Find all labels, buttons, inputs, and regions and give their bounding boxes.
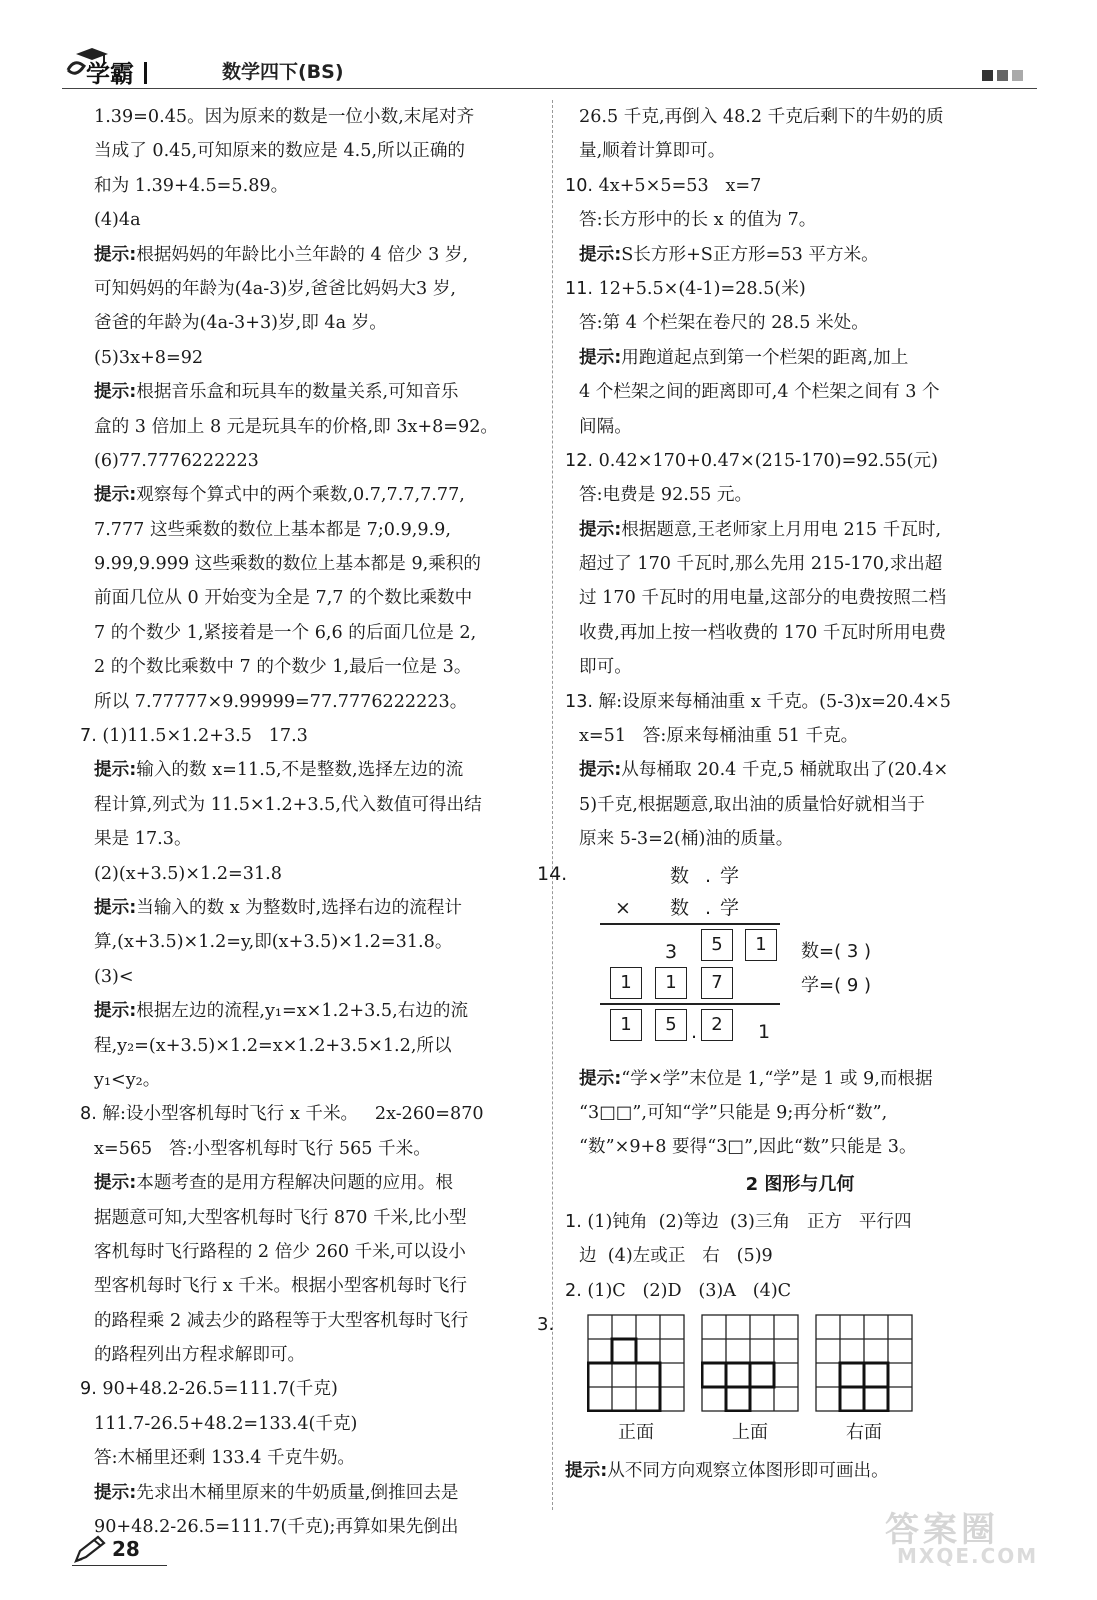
line-text: 前面几位从 0 开始变为全是 7,7 的个数比乘数中 (94, 588, 473, 609)
pencil-icon (72, 1535, 106, 1565)
q14-p1-box-2: 1 (745, 929, 777, 961)
q3-views (537, 1308, 1035, 1468)
question-number: 12. (565, 450, 593, 471)
text-line (80, 891, 560, 925)
text-line (80, 1097, 560, 1131)
line-text: 7 的个数少 1,紧接着是一个 6,6 的后面几位是 2, (94, 622, 477, 643)
right-column (537, 100, 1035, 1488)
q14-p2-box-2: 1 (655, 967, 687, 999)
text-line (80, 272, 560, 306)
question-number: 7. (80, 726, 97, 747)
q14-r1-shu: 数 (670, 864, 690, 887)
line-text: y₁<y₂。 (94, 1069, 161, 1090)
right-view-grid (815, 1314, 913, 1412)
line-text: S长方形+S正方形=53 平方米。 (621, 244, 879, 265)
text-line (565, 203, 1035, 237)
text-line (80, 1476, 560, 1510)
line-text: 边 (4)左或正 右 (5)9 (579, 1246, 773, 1267)
line-text: 1.39=0.45。因为原来的数是一位小数,末尾对齐 (94, 107, 475, 127)
text-line (80, 1132, 560, 1166)
text-line (565, 822, 1035, 856)
text-line (565, 410, 1035, 444)
line-text: 根据题意,王老师家上月用电 215 千瓦时, (621, 519, 942, 540)
line-text: 可知妈妈的年龄为(4a-3)岁,爸爸比妈妈大3 岁, (94, 278, 457, 299)
text-line (80, 1372, 560, 1406)
text-line (80, 100, 560, 134)
text-line (565, 719, 1035, 753)
section-number: 2 (745, 1173, 759, 1195)
line-text: 原来 5-3=2(桶)油的质量。 (579, 829, 794, 850)
text-line (80, 1338, 560, 1372)
page-footer (72, 1535, 182, 1567)
q14-p1-box-1: 5 (701, 929, 733, 961)
q14-times: × (615, 896, 631, 919)
text-line (80, 1407, 560, 1441)
line-text: (3)< (94, 966, 134, 987)
question-number: 10. (565, 175, 593, 196)
line-text: 爸爸的年龄为(4a-3+3)岁,即 4a 岁。 (94, 313, 387, 334)
tip-label: 提示: (94, 1173, 137, 1194)
text-line (80, 685, 560, 719)
tip-label: 提示: (579, 519, 622, 540)
tip-label: 提示: (94, 897, 137, 918)
text-line (80, 306, 560, 340)
line-text: 4 个栏架之间的距离即可,4 个栏架之间有 3 个 (579, 382, 940, 403)
line-text: 超过了 170 千瓦时,那么先用 215-170,求出超 (579, 554, 943, 575)
text-line (565, 788, 1035, 822)
text-line (80, 1304, 560, 1338)
right-mid-block (565, 1062, 1035, 1165)
q14-number: 14. (537, 862, 568, 885)
text-line (565, 1130, 1035, 1164)
q14-rule-1 (600, 923, 780, 925)
line-text: 0.42×170+0.47×(215-170)=92.55(元) (592, 450, 938, 471)
text-line (565, 1205, 1035, 1239)
line-text: “数”×9+8 要得“3□”,因此“数”只能是 3。 (579, 1137, 917, 1158)
line-text: (1)11.5×1.2+3.5 17.3 (96, 726, 308, 747)
right-view-label: 右面 (846, 1421, 882, 1443)
line-text: 9.99,9.999 这些乘数的数位上基本都是 9,乘积的 (94, 554, 482, 575)
line-text: 根据音乐盒和玩具车的数量关系,可知音乐 (136, 382, 459, 403)
right-top-block (565, 100, 1035, 857)
watermark-text: 答案圈 (885, 1510, 999, 1550)
text-line (80, 788, 560, 822)
line-text: 答:第 4 个栏架在卷尺的 28.5 米处。 (579, 313, 869, 334)
tip-label: 提示: (94, 244, 137, 265)
q14-r2-dot: . (705, 896, 712, 919)
front-view-grid (587, 1314, 685, 1412)
mark-dark (982, 70, 993, 81)
page-number: 28 (112, 1537, 140, 1561)
line-text: “学×学”末位是 1,“学”是 1 或 9,而根据 (621, 1068, 933, 1089)
text-line (80, 1166, 560, 1200)
line-text: (6)77.7776222223 (94, 450, 259, 471)
tip-label: 提示: (579, 760, 622, 781)
question-number: 1. (565, 1211, 582, 1232)
line-text: 程,y₂=(x+3.5)×1.2=x×1.2+3.5×1.2,所以 (94, 1035, 452, 1056)
q14-res-dot: . (691, 1020, 698, 1043)
line-text: 输入的数 x=11.5,不是整数,选择左边的流 (136, 760, 464, 781)
q14-r2-xue: 学 (720, 896, 740, 919)
question-number: 11. (565, 278, 593, 299)
text-line (565, 650, 1035, 684)
line-text: 当输入的数 x 为整数时,选择右边的流程计 (136, 897, 463, 918)
text-line (80, 719, 560, 753)
line-text: 即可。 (579, 657, 632, 678)
watermark-url: MXQE.COM (897, 1544, 1039, 1568)
question-number: 9. (80, 1379, 97, 1400)
line-text: 收费,再加上按一档收费的 170 千瓦时所用电费 (579, 622, 947, 643)
line-text: 和为 1.39+4.5=5.89。 (94, 175, 289, 196)
question-number: 8. (80, 1104, 97, 1125)
line-text: 盒的 3 倍加上 8 元是玩具车的价格,即 3x+8=92。 (94, 416, 499, 437)
top-view-label: 上面 (732, 1421, 768, 1443)
text-line (565, 238, 1035, 272)
text-line (80, 375, 560, 409)
line-text: 12+5.5×(4-1)=28.5(米) (592, 278, 806, 299)
line-text: 答:长方形中的长 x 的值为 7。 (579, 210, 817, 231)
mark-light (1012, 70, 1023, 81)
line-text: 90+48.2-26.5=111.7(千克);再算如果先倒出 (94, 1517, 459, 1538)
line-text: 型客机每时飞行 x 千米。根据小型客机每时飞行 (94, 1276, 467, 1297)
mark-mid (997, 70, 1008, 81)
top-view-grid (701, 1314, 799, 1412)
text-line (80, 169, 560, 203)
line-text: 解:设小型客机每时飞行 x 千米。 2x-260=870 (96, 1104, 484, 1125)
line-text: 所以 7.77777×9.99999=77.7776222223。 (94, 691, 468, 712)
text-line (80, 616, 560, 650)
tip-label: 提示: (94, 1482, 137, 1503)
text-line (565, 513, 1035, 547)
line-text: x=565 答:小型客机每时飞行 565 千米。 (94, 1138, 431, 1159)
q14-multiplication (537, 857, 1035, 1062)
text-line (565, 444, 1035, 478)
line-text: 的路程列出方程求解即可。 (94, 1345, 306, 1366)
question-number: 13. (565, 691, 593, 712)
text-line (80, 478, 560, 512)
line-text: 果是 17.3。 (94, 829, 192, 850)
text-line (565, 1239, 1035, 1273)
line-text: 26.5 千克,再倒入 48.2 千克后剩下的牛奶的质 (579, 107, 944, 127)
q14-res-box-3: 2 (701, 1009, 733, 1041)
line-text: (1)C (2)D (3)A (4)C (581, 1280, 792, 1301)
line-text: 量,顺着计算即可。 (579, 141, 726, 162)
line-text: (5)3x+8=92 (94, 347, 204, 368)
line-text: 5)千克,根据题意,取出油的质量恰好就相当于 (579, 794, 925, 815)
line-text: 据题意可知,大型客机每时飞行 870 千米,比小型 (94, 1207, 467, 1228)
corner-marks (982, 70, 1023, 81)
tip-label: 提示: (94, 485, 137, 506)
line-text: x=51 答:原来每桶油重 51 千克。 (579, 726, 859, 747)
text-line (80, 822, 560, 856)
line-text: 程计算,列式为 11.5×1.2+3.5,代入数值可得出结 (94, 794, 482, 815)
line-text: 根据左边的流程,y₁=x×1.2+3.5,右边的流 (136, 1001, 469, 1022)
q14-r2-shu: 数 (670, 896, 690, 919)
line-text: 的路程乘 2 减去少的路程等于大型客机每时飞行 (94, 1310, 469, 1331)
text-line (565, 306, 1035, 340)
q3-number: 3. (537, 1313, 555, 1335)
line-text: 答:电费是 92.55 元。 (579, 485, 753, 506)
tip-label: 提示: (94, 382, 137, 403)
line-text: 本题考查的是用方程解决问题的应用。根 (136, 1173, 453, 1194)
text-line (565, 272, 1035, 306)
tip-label: 提示: (579, 347, 622, 368)
line-text: 算,(x+3.5)×1.2=y,即(x+3.5)×1.2=31.8。 (94, 932, 453, 953)
text-line (80, 753, 560, 787)
text-line (565, 341, 1035, 375)
text-line (80, 1063, 560, 1097)
line-text: 先求出木桶里原来的牛奶质量,倒推回去是 (136, 1482, 459, 1503)
text-line (80, 203, 560, 237)
q14-res-box-1: 1 (610, 1009, 642, 1041)
line-text: 用跑道起点到第一个栏架的距离,加上 (621, 347, 909, 368)
text-line (80, 1235, 560, 1269)
line-text: (4)4a (94, 210, 141, 231)
tip-label: 提示: (94, 760, 137, 781)
tip-label: 提示: (94, 1001, 137, 1022)
tip-label: 提示: (579, 244, 622, 265)
text-line (80, 513, 560, 547)
text-line (80, 444, 560, 478)
text-line (565, 581, 1035, 615)
text-line (80, 341, 560, 375)
line-text: 客机每时飞行路程的 2 倍少 260 千米,可以设小 (94, 1241, 466, 1262)
line-text: 90+48.2-26.5=111.7(千克) (96, 1379, 338, 1400)
text-line (80, 1029, 560, 1063)
line-text: 当成了 0.45,可知原来的数应是 4.5,所以正确的 (94, 141, 466, 162)
q14-answer-xue: 学=( 9 ) (801, 974, 872, 996)
text-line (80, 650, 560, 684)
q3-tip-label: 提示: (565, 1460, 608, 1481)
line-text: 从每桶取 20.4 千克,5 桶就取出了(20.4× (621, 760, 949, 781)
text-line (565, 685, 1035, 719)
text-line (565, 1274, 1035, 1308)
text-line (565, 134, 1035, 168)
q14-answer-shu: 数=( 3 ) (801, 940, 872, 962)
text-line (80, 1201, 560, 1235)
line-text: 间隔。 (579, 416, 632, 437)
watermark (877, 1502, 1077, 1572)
line-text: (1)钝角 (2)等边 (3)三角 正方 平行四 (581, 1211, 912, 1232)
line-text: 答:木桶里还剩 133.4 千克牛奶。 (94, 1448, 356, 1469)
xueba-logo (62, 48, 212, 88)
text-line (565, 169, 1035, 203)
line-text: 解:设原来每桶油重 x 千克。(5-3)x=20.4×5 (592, 691, 951, 712)
text-line (565, 547, 1035, 581)
text-line (80, 410, 560, 444)
text-line (80, 581, 560, 615)
q3-tip-text: 从不同方向观察立体图形即可画出。 (607, 1460, 889, 1481)
text-line (80, 1269, 560, 1303)
text-line (565, 375, 1035, 409)
section-heading (565, 1165, 1035, 1205)
text-line (80, 547, 560, 581)
line-text: 2 的个数比乘数中 7 的个数少 1,最后一位是 3。 (94, 657, 472, 678)
line-text: (2)(x+3.5)×1.2=31.8 (94, 863, 282, 884)
header-rule (62, 88, 1037, 89)
text-line (80, 857, 560, 891)
line-text: 4x+5×5=53 x=7 (592, 175, 762, 196)
text-line (565, 100, 1035, 134)
footer-rule (72, 1565, 167, 1566)
q14-p1-digit: 3 (665, 940, 678, 963)
question-number: 2. (565, 1280, 582, 1301)
text-line (80, 994, 560, 1028)
q14-p2-box-1: 1 (610, 967, 642, 999)
line-text: 根据妈妈的年龄比小兰年龄的 4 倍少 3 岁, (136, 244, 469, 265)
q14-rule-2 (600, 1003, 780, 1005)
q14-r1-xue: 学 (720, 864, 740, 887)
text-line (565, 1096, 1035, 1130)
q14-res-box-2: 5 (655, 1009, 687, 1041)
book-title: 数学四下(BS) (222, 61, 344, 83)
line-text: “3□□”,可知“学”只能是 9;再分析“数”, (579, 1102, 888, 1123)
right-bottom-block (565, 1205, 1035, 1308)
q14-res-digit: 1 (758, 1020, 771, 1043)
line-text: 观察每个算式中的两个乘数,0.7,7.7,7.77, (136, 485, 465, 506)
text-line (565, 1062, 1035, 1096)
q14-p2-box-3: 7 (701, 967, 733, 999)
text-line (80, 960, 560, 994)
logo-text: 学霸 (86, 60, 134, 88)
text-line (565, 616, 1035, 650)
section-title: 图形与几何 (764, 1173, 855, 1195)
text-line (565, 753, 1035, 787)
q14-r1-dot: . (705, 864, 712, 887)
line-text: 111.7-26.5+48.2=133.4(千克) (94, 1413, 358, 1434)
text-line (565, 478, 1035, 512)
text-line (80, 238, 560, 272)
line-text: 7.777 这些乘数的数位上基本都是 7;0.9,9.9, (94, 519, 451, 540)
left-column (80, 100, 560, 1544)
tip-label: 提示: (579, 1068, 622, 1089)
text-line (80, 134, 560, 168)
text-line (80, 1441, 560, 1475)
line-text: 过 170 千瓦时的用电量,这部分的电费按照二档 (579, 588, 947, 609)
front-view-label: 正面 (618, 1421, 654, 1443)
page-header (62, 44, 1037, 92)
text-line (80, 925, 560, 959)
